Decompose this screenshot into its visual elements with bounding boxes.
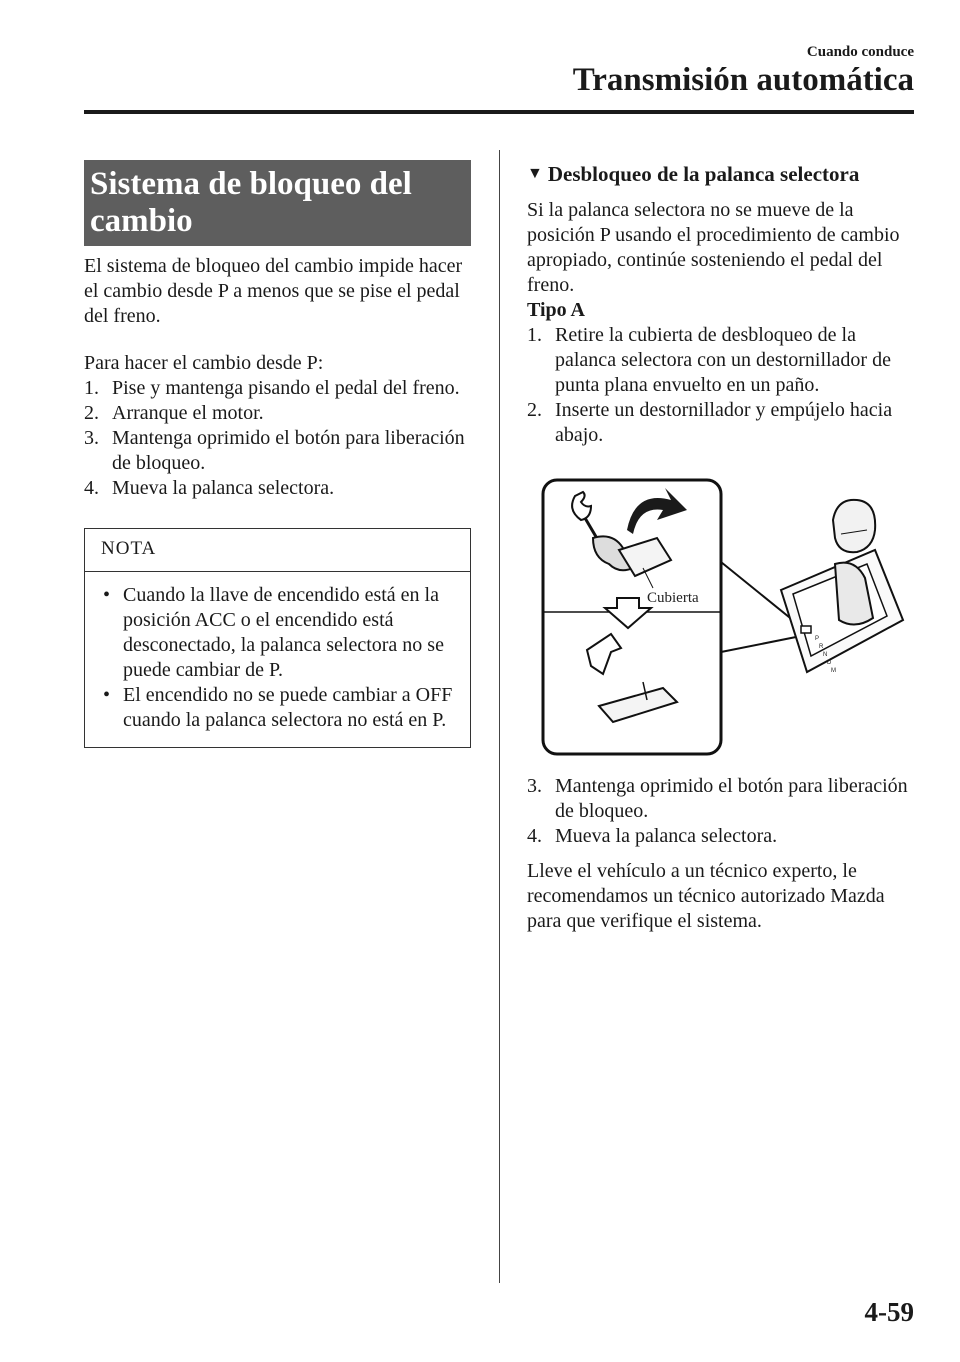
step-text: Mantenga oprimido el botón para liberación de bloqueo. (555, 775, 908, 822)
triangle-down-icon: ▼ (527, 165, 543, 182)
unlock-steps-b (527, 774, 917, 849)
header-rule (84, 110, 914, 114)
bullet-icon: • (103, 684, 111, 706)
svg-text:N: N (823, 652, 828, 658)
step-number: 4. (84, 477, 99, 499)
step-item (527, 824, 917, 849)
type-label: Tipo A (527, 299, 585, 321)
procedure-steps (84, 376, 471, 501)
step-item (527, 774, 917, 824)
section-intro: El sistema de bloqueo del cambio impide hacer el cambio desde P a menos que se pise el pedal del freno. (84, 255, 463, 327)
step-number: 2. (84, 402, 99, 424)
cover-label: Cubierta (647, 590, 699, 606)
svg-text:M: M (831, 668, 836, 674)
note-body (85, 572, 470, 747)
header-title: Transmisión automática (572, 62, 914, 98)
step-item (84, 401, 471, 426)
note-item (101, 683, 462, 733)
header-section-label: Cuando conduce (806, 44, 914, 60)
step-number: 1. (84, 377, 99, 399)
bullet-icon: • (103, 584, 111, 606)
step-text: Retire la cubierta de desbloqueo de la palanca selectora con un destornillador de punta plana envuelto en un paño. (555, 324, 891, 396)
callout-line-bottom (721, 636, 801, 652)
note-text: Cuando la llave de encendido está en la posición ACC o el encendido está desconectado, la palanca selectora no se puede cambiar de P. (123, 584, 444, 681)
step-item (84, 376, 471, 401)
svg-text:R: R (819, 644, 824, 650)
step-text: Mueva la palanca selectora. (112, 477, 335, 499)
subsection-title-text: Desbloqueo de la palanca selectora (547, 162, 860, 186)
shift-lock-release-illustration (535, 474, 915, 774)
step-number: 3. (527, 775, 542, 797)
right-column (527, 160, 917, 934)
step-text: Mantenga oprimido el botón para liberación de bloqueo. (112, 427, 465, 474)
section-title: Sistema de bloqueo del cambio (84, 160, 471, 246)
step-text: Mueva la palanca selectora. (555, 825, 778, 847)
unlock-steps-a (527, 323, 917, 448)
left-column (84, 160, 471, 748)
step-item (84, 426, 471, 476)
svg-text:P: P (815, 636, 820, 642)
note-item (101, 583, 462, 683)
shift-console-icon (781, 500, 903, 674)
step-item (527, 323, 917, 398)
closing-paragraph: Lleve el vehículo a un técnico experto, le recomendamos un técnico autorizado Mazda para que verifique el sistema. (527, 860, 885, 932)
column-divider (499, 150, 500, 1283)
step-text: Arranque el motor. (112, 402, 264, 424)
note-text: El encendido no se puede cambiar a OFF cuando la palanca selectora no está en P. (123, 684, 453, 731)
svg-text:D: D (827, 660, 832, 666)
step-number: 4. (527, 825, 542, 847)
page-number: 4-59 (864, 1297, 914, 1327)
step-number: 1. (527, 324, 542, 346)
note-box (84, 528, 471, 748)
step-item (527, 398, 917, 448)
subsection-intro: Si la palanca selectora no se mueve de la posición P usando el procedimiento de cambio apropiado, continúe sosteniendo el pedal del freno. (527, 199, 900, 296)
step-number: 2. (527, 399, 542, 421)
procedure-lead: Para hacer el cambio desde P: (84, 352, 324, 374)
step-number: 3. (84, 427, 99, 449)
step-text: Pise y mantenga pisando el pedal del freno. (112, 377, 460, 399)
note-heading: NOTA (85, 529, 470, 572)
step-text: Inserte un destornillador y empújelo hacia abajo. (555, 399, 893, 446)
subsection-title (527, 160, 917, 188)
step-item (84, 476, 471, 501)
